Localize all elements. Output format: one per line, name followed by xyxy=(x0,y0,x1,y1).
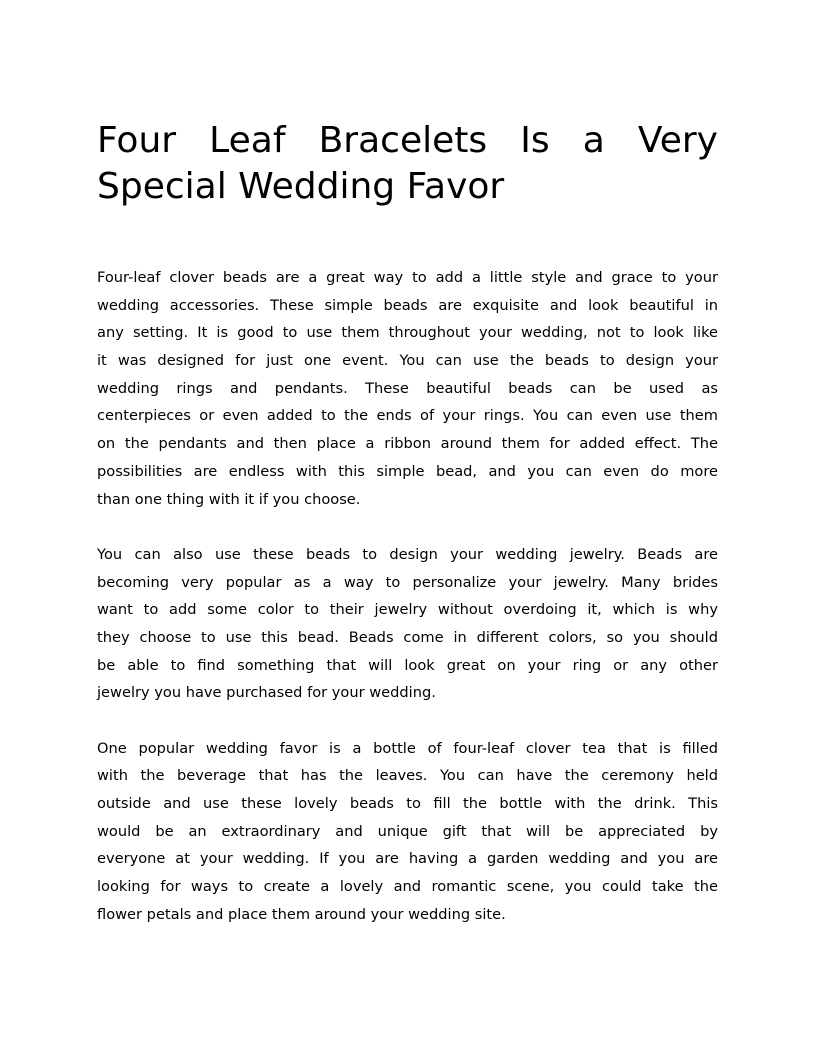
document-body xyxy=(97,264,718,929)
paragraph-line: than one thing with it if you choose. xyxy=(97,490,361,508)
paragraph-line: jewelry you have purchased for your wedding. xyxy=(97,684,436,702)
paragraph-line: possibilities are endless with this simple bead, and you can even do more xyxy=(97,462,718,480)
paragraph-line: looking for ways to create a lovely and romantic scene, you could take the xyxy=(97,878,718,896)
title-line: Four Leaf Bracelets Is a Very xyxy=(97,120,718,161)
paragraph-line: want to add some color to their jewelry without overdoing it, which is why xyxy=(97,601,718,619)
paragraph-line: everyone at your wedding. If you are having a garden wedding and you are xyxy=(97,850,718,868)
paragraph-line: with the beverage that has the leaves. You can have the ceremony held xyxy=(97,767,718,785)
title-line: Special Wedding Favor xyxy=(97,166,505,207)
paragraph-line: Four-leaf clover beads are a great way to add a little style and grace to your xyxy=(97,269,718,286)
document-title xyxy=(97,118,718,210)
paragraph xyxy=(97,735,718,929)
paragraph-line: flower petals and place them around your wedding site. xyxy=(97,905,506,923)
paragraph xyxy=(97,264,718,513)
paragraph-line: You can also use these beads to design your wedding jewelry. Beads are xyxy=(97,545,718,563)
paragraph-gap xyxy=(97,707,718,735)
paragraph-line: wedding rings and pendants. These beautiful beads can be used as xyxy=(97,379,718,397)
paragraph-line: wedding accessories. These simple beads are exquisite and look beautiful in xyxy=(97,296,718,314)
paragraph-line: they choose to use this bead. Beads come in different colors, so you should xyxy=(97,628,718,646)
paragraph-gap xyxy=(97,513,718,541)
paragraph-line: would be an extraordinary and unique gift that will be appreciated by xyxy=(97,822,718,840)
paragraph-line: any setting. It is good to use them throughout your wedding, not to look like xyxy=(97,324,718,342)
paragraph-line: on the pendants and then place a ribbon around them for added effect. The xyxy=(97,435,718,453)
paragraph xyxy=(97,541,718,707)
paragraph-line: outside and use these lovely beads to fill the bottle with the drink. This xyxy=(97,795,718,813)
paragraph-line: it was designed for just one event. You can use the beads to design your xyxy=(97,352,718,370)
paragraph-line: be able to find something that will look great on your ring or any other xyxy=(97,656,718,674)
paragraph-line: becoming very popular as a way to personalize your jewelry. Many brides xyxy=(97,573,718,591)
paragraph-line: One popular wedding favor is a bottle of four-leaf clover tea that is filled xyxy=(97,739,718,757)
paragraph-line: centerpieces or even added to the ends of your rings. You can even use them xyxy=(97,407,718,425)
